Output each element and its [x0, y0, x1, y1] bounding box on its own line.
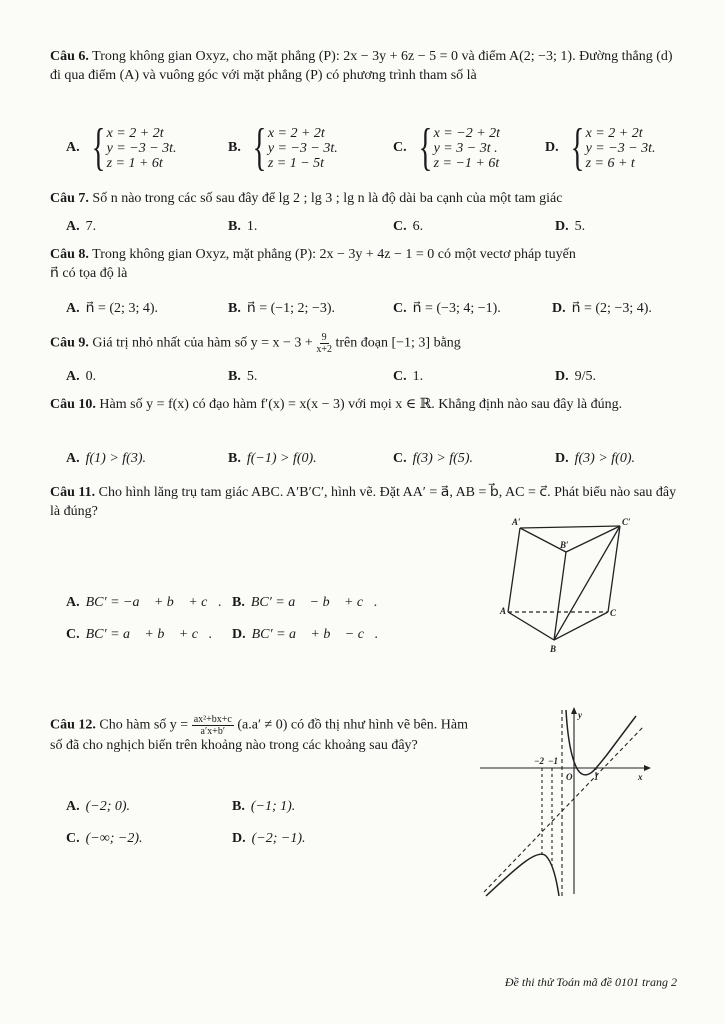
question-10-text: Hàm số y = f(x) có đạo hàm f′(x) = x(x − 3) với mọi x ∈ ℝ. Khẳng định nào sau đây là đúng. [99, 397, 623, 412]
question-12-text-a: Cho hàm số y = [99, 717, 189, 733]
edge-a-b [508, 612, 554, 640]
q7-option-c-text: 6. [412, 219, 424, 234]
question-12-text-b: (a.a′ ≠ 0) có đồ thị như hình vẽ bên. Hàm số đã cho nghịch biến trên khoảng nào trong các khoảng sau đây? [50, 717, 468, 753]
q12-option-b[interactable] [232, 798, 295, 817]
page-footer: Đề thi thử Toán mã đề 0101 trang 2 [504, 975, 677, 989]
q9-option-d-label: D. [555, 369, 569, 384]
question-9-label: Câu 9. [50, 335, 89, 351]
q11-option-a-label: A. [66, 595, 80, 610]
question-6-text: Trong không gian Oxyz, cho mặt phẳng (P): 2x − 3y + 6z − 5 = 0 và điểm A(2; −3; 1). Đường thẳng (d) đi qua điểm (A) và vuông góc với mặt phẳng (P) có phương trình tham số là [50, 49, 673, 83]
q9-option-b[interactable] [228, 368, 257, 387]
label-y: y [578, 710, 582, 720]
edge-a1-a [508, 528, 520, 612]
q6-option-a-label: A. [66, 139, 80, 155]
question-11-text: Cho hình lăng trụ tam giác ABC. A′B′C′, hình vẽ. Đặt AA′ = a⃗, AB = b⃗, AC = c⃗. Phát biểu nào sau đây là đúng? [50, 485, 677, 519]
q9-option-b-text: 5. [246, 369, 258, 384]
q9-option-c[interactable] [393, 368, 423, 387]
q11-option-c-label: C. [66, 627, 80, 642]
q8-option-a-text: n⃗ = (2; 3; 4). [85, 301, 158, 316]
q10-option-d-label: D. [555, 451, 569, 466]
q6-c-line3: z = −1 + 6t [433, 155, 500, 171]
q6-option-b[interactable]: B. { x = 2 + 2t y = −3 − 3t. z = 1 − 5t [228, 119, 338, 176]
q11-option-b-text: BC′ = a⃗ − b⃗ + c⃗. [250, 595, 378, 610]
q10-option-d[interactable] [555, 450, 635, 469]
label-one: 1 [594, 772, 599, 782]
q10-option-c-label: C. [393, 451, 407, 466]
question-7-text: Số n nào trong các số sau đây để lg 2 ; lg 3 ; lg n là độ dài ba cạnh của một tam giác [92, 191, 563, 206]
q6-option-c[interactable]: C. { x = −2 + 2t y = 3 − 3t . z = −1 + 6t [393, 119, 501, 176]
y-axis-arrow [571, 707, 577, 714]
q11-option-d-text: BC′ = a⃗ + b⃗ − c⃗. [251, 627, 379, 642]
q10-option-b-text: f(−1) > f(0). [246, 451, 317, 466]
question-9-text-a: Giá trị nhỏ nhất của hàm số y = x − 3 + [92, 335, 313, 351]
label-a: A [500, 606, 507, 616]
q9-option-a[interactable] [66, 368, 96, 387]
prism-figure [498, 516, 648, 656]
q11-option-d-label: D. [232, 627, 246, 642]
q11-option-a[interactable] [66, 594, 222, 613]
q8-option-d-label: D. [552, 301, 566, 316]
q7-option-a-label: A. [66, 219, 80, 234]
q9-option-d-text: 9/5. [574, 369, 597, 384]
question-7-label: Câu 7. [50, 191, 89, 206]
q11-option-b[interactable] [232, 594, 378, 613]
question-6-label: Câu 6. [50, 49, 89, 64]
q8-option-d[interactable] [552, 300, 652, 319]
question-10-label: Câu 10. [50, 397, 96, 412]
question-11-label: Câu 11. [50, 485, 96, 500]
q10-option-a-label: A. [66, 451, 80, 466]
q7-option-d-text: 5. [574, 219, 586, 234]
q6-option-a[interactable]: A. { x = 2 + 2t y = −3 − 3t. z = 1 + 6t [66, 119, 177, 176]
q12-option-c[interactable] [66, 830, 143, 849]
q8-option-c-label: C. [393, 301, 407, 316]
q8-option-d-text: n⃗ = (2; −3; 4). [571, 301, 652, 316]
q10-option-d-text: f(3) > f(0). [574, 451, 635, 466]
q11-option-d[interactable] [232, 626, 378, 645]
q7-option-b-text: 1. [246, 219, 258, 234]
left-branch [486, 854, 559, 896]
q6-d-line3: z = 6 + t [585, 155, 635, 171]
q8-option-b[interactable] [228, 300, 335, 319]
label-b-prime: B′ [560, 540, 569, 550]
q12-option-d-text: (−2; −1). [251, 831, 306, 846]
q9-option-c-text: 1. [412, 369, 424, 384]
q7-option-c[interactable] [393, 218, 423, 237]
q10-option-a[interactable] [66, 450, 146, 469]
q12-option-a-text: (−2; 0). [85, 799, 131, 814]
question-6 [50, 48, 680, 86]
q10-option-b-label: B. [228, 451, 241, 466]
q8-option-c[interactable] [393, 300, 501, 319]
q9-option-a-text: 0. [85, 369, 97, 384]
q9-option-a-label: A. [66, 369, 80, 384]
q7-option-a[interactable] [66, 218, 96, 237]
q6-b-line3: z = 1 − 5t [267, 155, 325, 171]
q8-option-a[interactable] [66, 300, 158, 319]
q7-option-a-text: 7. [85, 219, 97, 234]
label-x: x [638, 772, 643, 782]
question-10 [50, 396, 680, 415]
q10-option-c-text: f(3) > f(5). [412, 451, 473, 466]
question-12 [50, 714, 476, 756]
q7-option-b-label: B. [228, 219, 241, 234]
q12-option-a-label: A. [66, 799, 80, 814]
q6-b-line2: y = −3 − 3t. [267, 140, 338, 156]
question-9-fraction [316, 332, 332, 355]
question-12-label: Câu 12. [50, 717, 96, 733]
q10-option-b[interactable] [228, 450, 317, 469]
q6-a-line1: x = 2 + 2t [106, 125, 164, 141]
q6-option-c-label: C. [393, 139, 407, 155]
q6-c-line1: x = −2 + 2t [433, 125, 501, 141]
q12-option-a[interactable] [66, 798, 130, 817]
label-b: B [550, 644, 557, 654]
q12-frac-den: a′x+b′ [200, 726, 225, 737]
q12-option-d-label: D. [232, 831, 246, 846]
q8-option-b-label: B. [228, 301, 241, 316]
q7-option-b[interactable] [228, 218, 257, 237]
q12-frac-num: ax²+bx+c [193, 714, 232, 725]
q6-option-d-label: D. [545, 139, 559, 155]
q7-option-c-label: C. [393, 219, 407, 234]
label-minus-1: −1 [548, 756, 558, 766]
question-9 [50, 332, 680, 355]
q9-frac-num: 9 [321, 332, 327, 343]
q8-option-a-label: A. [66, 301, 80, 316]
label-origin: O [566, 772, 573, 782]
q12-option-c-label: C. [66, 831, 80, 846]
q9-option-c-label: C. [393, 369, 407, 384]
x-axis-arrow [644, 765, 651, 771]
q6-option-d[interactable]: D. { x = 2 + 2t y = −3 − 3t. z = 6 + t [545, 119, 656, 176]
question-8 [50, 246, 680, 284]
label-c: C [610, 608, 617, 618]
q9-option-b-label: B. [228, 369, 241, 384]
question-8-label: Câu 8. [50, 247, 89, 262]
q6-b-line1: x = 2 + 2t [267, 125, 325, 141]
question-7 [50, 190, 680, 209]
question-8-text2: n⃗ có tọa độ là [50, 265, 128, 281]
edge-c1-c [608, 526, 620, 612]
q6-d-line1: x = 2 + 2t [585, 125, 643, 141]
q7-option-d-label: D. [555, 219, 569, 234]
q12-option-b-label: B. [232, 799, 245, 814]
q10-option-c[interactable] [393, 450, 473, 469]
label-c-prime: C′ [622, 517, 631, 527]
right-branch [566, 710, 636, 775]
q7-option-d[interactable] [555, 218, 585, 237]
q12-option-d[interactable] [232, 830, 306, 849]
question-9-text-b: trên đoạn [−1; 3] bằng [335, 335, 461, 351]
edge-b1-b [554, 552, 566, 640]
q6-d-line2: y = −3 − 3t. [585, 140, 656, 156]
q12-option-c-text: (−∞; −2). [85, 831, 143, 846]
q12-option-b-text: (−1; 1). [250, 799, 296, 814]
q6-a-line2: y = −3 − 3t. [106, 140, 177, 156]
q11-option-b-label: B. [232, 595, 245, 610]
function-graph [478, 706, 653, 898]
q11-option-c[interactable] [66, 626, 212, 645]
question-12-fraction [192, 714, 234, 737]
q6-option-b-label: B. [228, 139, 241, 155]
q6-a-line3: z = 1 + 6t [106, 155, 163, 171]
q6-c-line2: y = 3 − 3t . [433, 140, 498, 156]
q8-option-c-text: n⃗ = (−3; 4; −1). [412, 301, 501, 316]
question-8-text: Trong không gian Oxyz, mặt phẳng (P): 2x − 3y + 4z − 1 = 0 có một vectơ pháp tuyến [92, 247, 576, 262]
q11-option-c-text: BC′ = a⃗ + b⃗ + c⃗. [85, 627, 213, 642]
q11-option-a-text: BC′ = −a⃗ + b⃗ + c⃗. [85, 595, 222, 610]
oblique-asymptote [484, 726, 644, 892]
edge-a1-c1 [520, 526, 620, 528]
q10-option-a-text: f(1) > f(3). [85, 451, 146, 466]
q9-frac-den: x+2 [316, 344, 332, 355]
label-a-prime: A′ [512, 517, 521, 527]
label-minus-2: −2 [534, 756, 544, 766]
q9-option-d[interactable] [555, 368, 596, 387]
q8-option-b-text: n⃗ = (−1; 2; −3). [246, 301, 336, 316]
